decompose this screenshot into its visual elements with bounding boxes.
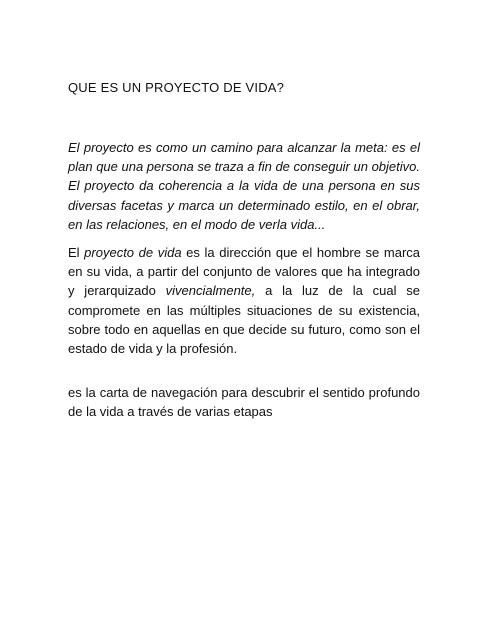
paragraph-text: El <box>68 245 85 260</box>
paragraph-navigation-chart: es la carta de navegación para descubrir el sentido profundo de la vida a través de varias etapas <box>68 385 420 420</box>
paragraph-text: a la luz de la cual se compromete en las múltiples situaciones de su existencia, sobre todo en aquellas en que decide su futuro, como son el estado de vida y la profesión. <box>68 283 420 357</box>
paragraph-text: es la dirección que el hombre se marca en su vida, a partir del conjunto de valores que ha integrado y jerarquizado <box>68 245 420 299</box>
page-title: QUE ES UN PROYECTO DE VIDA? <box>68 80 285 95</box>
emphasis-proyecto-de-vida: proyecto de vida <box>84 245 182 260</box>
paragraph-definition: El proyecto es como un camino para alcanzar la meta: es el plan que una persona se traza a fin de conseguir un objetivo. El proyecto da coherencia a la vida de una persona en sus diversas facetas y marca un determinado estilo, en el obrar, en las relaciones, en el modo de verla vida... <box>68 140 420 232</box>
paragraph-life-project <box>68 243 420 358</box>
emphasis-vivencialmente: vivencialmente, <box>165 283 256 299</box>
